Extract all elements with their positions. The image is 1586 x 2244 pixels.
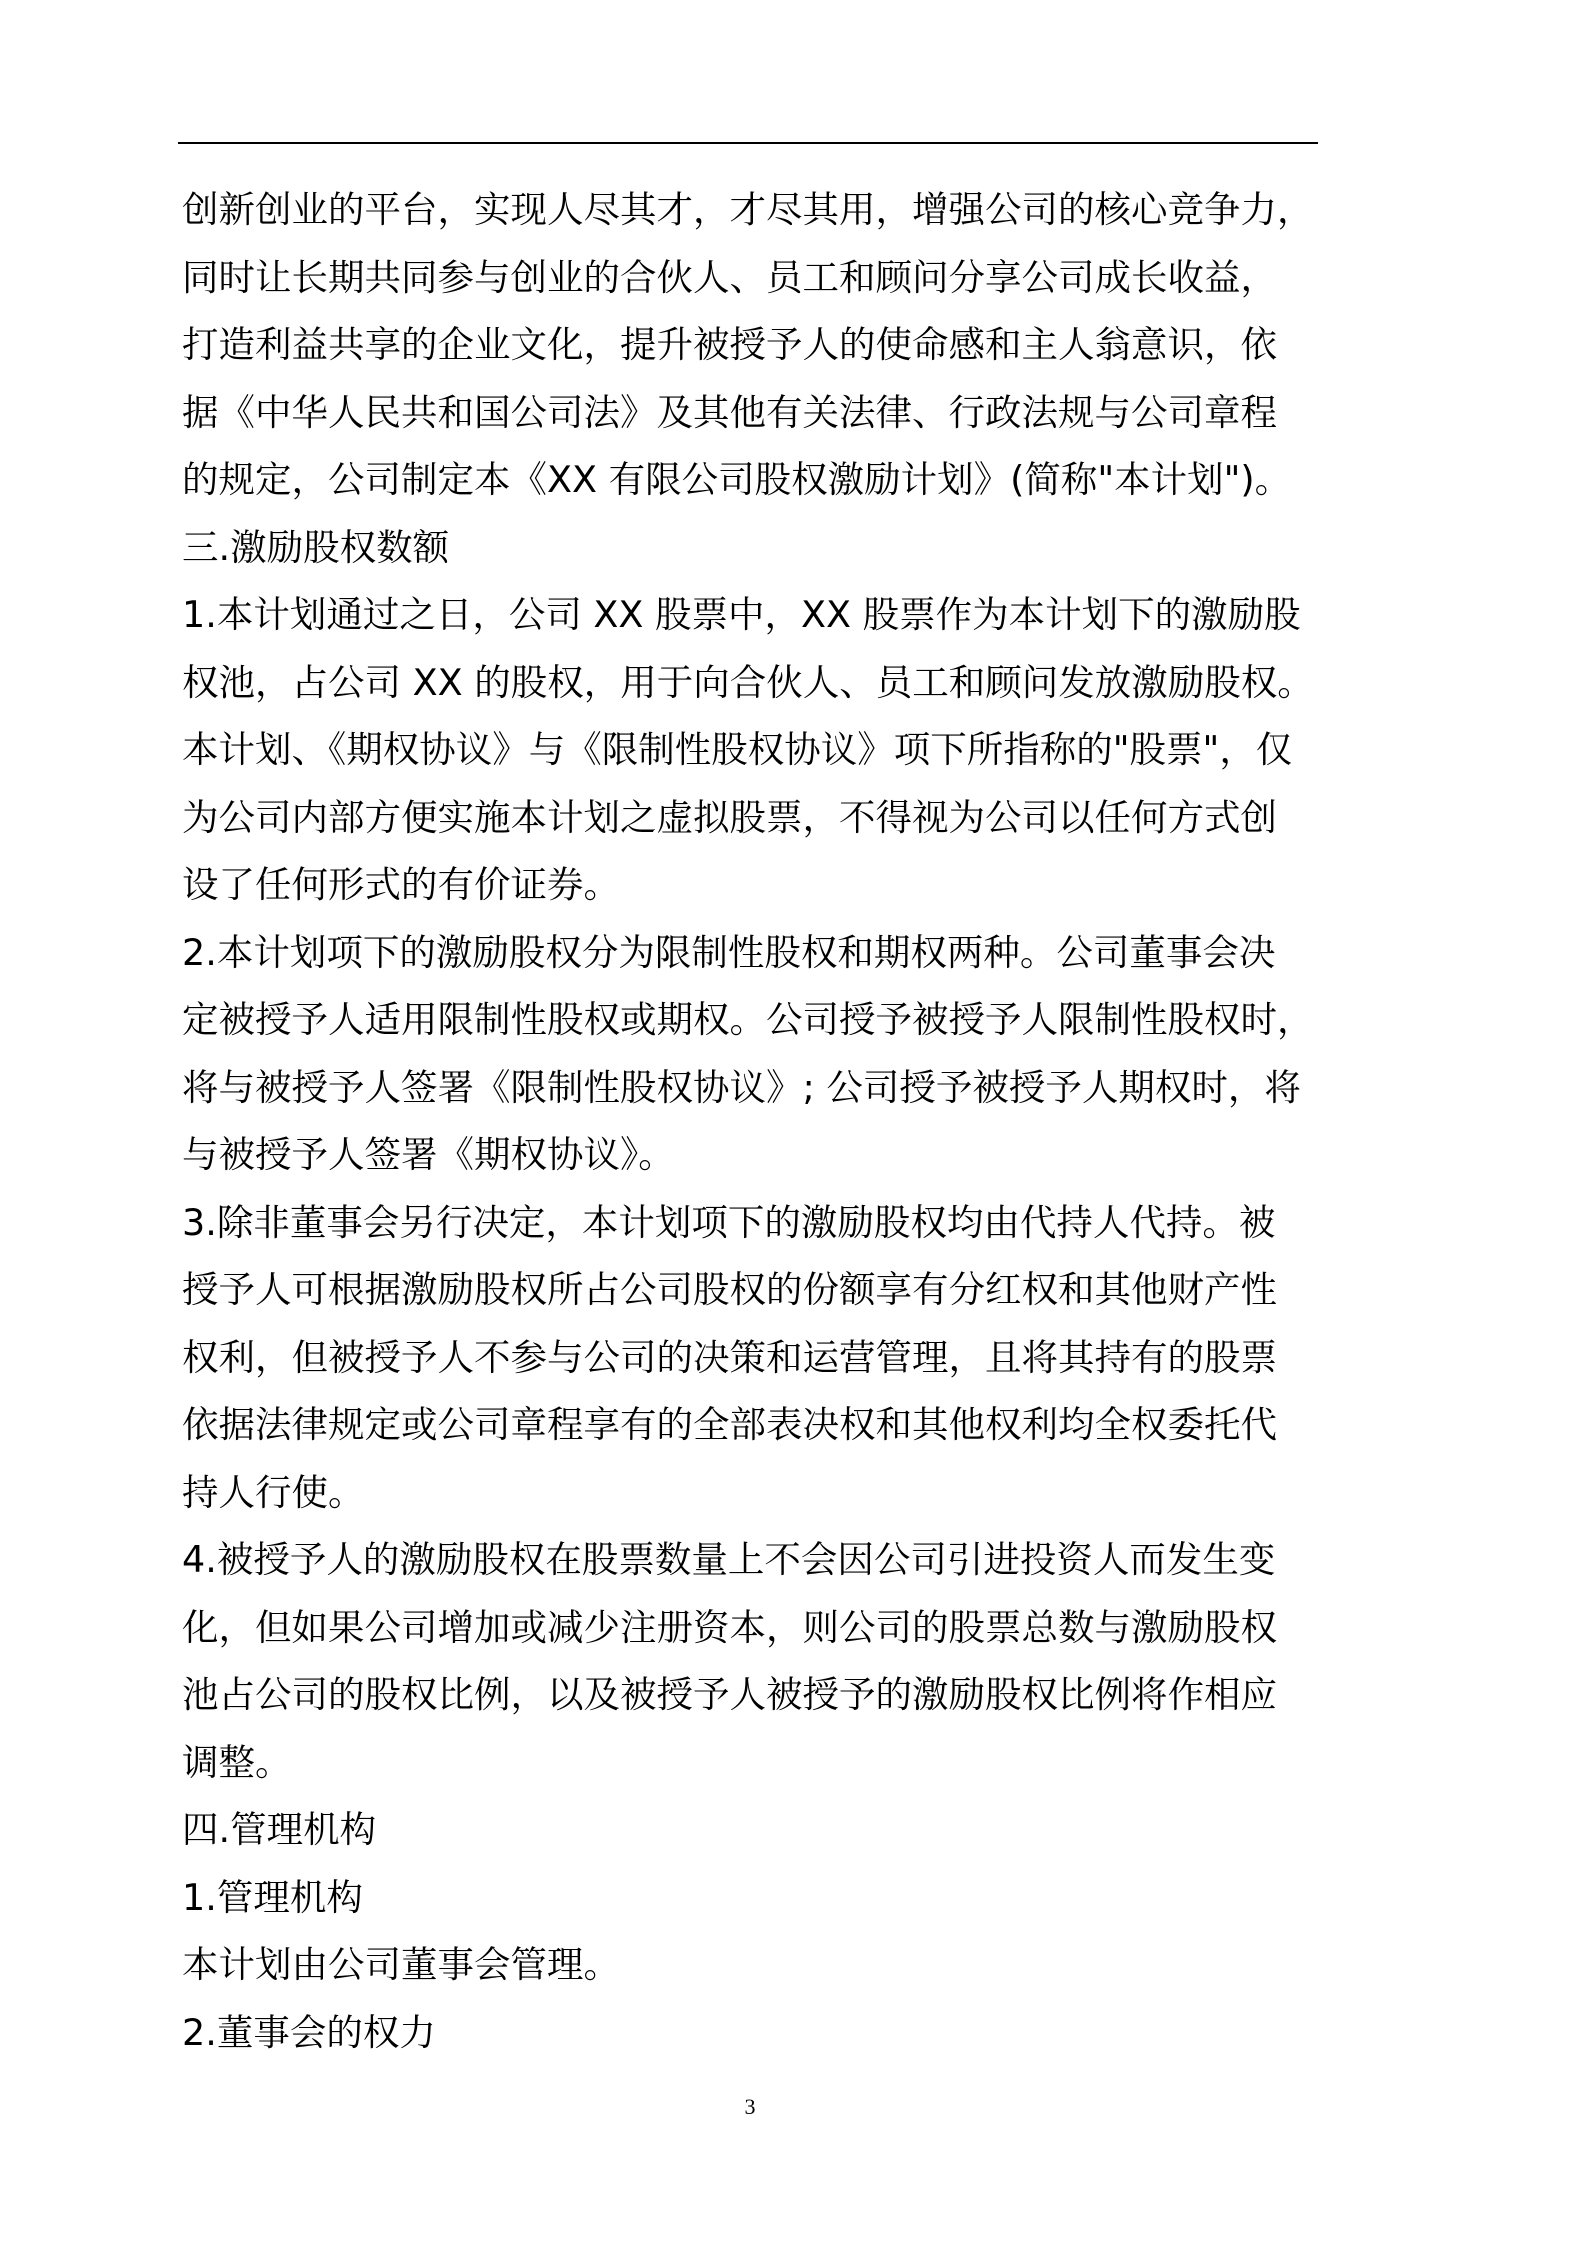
text-line: 与被授予人签署《期权协议》。: [182, 1133, 675, 1176]
text-line: 授予人可根据激励股权所占公司股权的份额享有分红权和其他财产性: [182, 1268, 1277, 1311]
text-line: 同时让长期共同参与创业的合伙人、员工和顾问分享公司成长收益，: [182, 255, 1277, 299]
text-line: 将与被授予人签署《限制性股权协议》; 公司授予被授予人期权时，将: [182, 1065, 1301, 1109]
text-line: 权利，但被授予人不参与公司的决策和运营管理，且将其持有的股票: [182, 1335, 1277, 1379]
text-line: 本计划、《期权协议》与《限制性股权协议》项下所指称的"股票"，仅: [182, 728, 1293, 771]
text-line: 本计划由公司董事会管理。: [182, 1943, 620, 1986]
text-line: 依据法律规定或公司章程享有的全部表决权和其他权利均全权委托代: [182, 1403, 1277, 1446]
text-line: 1.本计划通过之日，公司 XX 股票中，XX 股票作为本计划下的激励股: [182, 593, 1301, 636]
section-heading: 三.激励股权数额: [182, 525, 450, 569]
text-line: 为公司内部方便实施本计划之虚拟股票，不得视为公司以任何方式创: [182, 795, 1277, 839]
body-text: [182, 176, 1332, 2066]
text-line: 2.本计划项下的激励股权分为限制性股权和期权两种。公司董事会决: [182, 930, 1276, 974]
text-line: 4.被授予人的激励股权在股票数量上不会因公司引进投资人而发生变: [182, 1538, 1276, 1581]
subsection-heading: 1.管理机构: [182, 1875, 363, 1919]
text-line: 创新创业的平台，实现人尽其才，才尽其用，增强公司的核心竞争力，: [182, 188, 1314, 231]
text-line: 3.除非董事会另行决定，本计划项下的激励股权均由代持人代持。被: [182, 1200, 1276, 1244]
text-line: 持人行使。: [182, 1470, 365, 1514]
text-line: 的规定，公司制定本《XX 有限公司股权激励计划》(简称"本计划")。: [182, 458, 1292, 501]
text-line: 打造利益共享的企业文化，提升被授予人的使命感和主人翁意识，依: [182, 323, 1277, 366]
subsection-heading: 2.董事会的权力: [182, 2010, 436, 2054]
header-rule: [178, 142, 1318, 144]
text-line: 调整。: [182, 1740, 292, 1784]
text-line: 定被授予人适用限制性股权或期权。公司授予被授予人限制性股权时，: [182, 998, 1314, 1041]
text-line: 池占公司的股权比例，以及被授予人被授予的激励股权比例将作相应: [182, 1673, 1277, 1716]
text-line: 权池，占公司 XX 的股权，用于向合伙人、员工和顾问发放激励股权。: [182, 660, 1314, 704]
text-line: 化，但如果公司增加或减少注册资本，则公司的股票总数与激励股权: [182, 1605, 1277, 1649]
text-line: 设了任何形式的有价证券。: [182, 863, 620, 906]
text-line: 据《中华人民共和国公司法》及其他有关法律、行政法规与公司章程: [182, 390, 1277, 434]
page-number: 3: [744, 2094, 756, 2119]
section-heading: 四.管理机构: [182, 1808, 377, 1851]
